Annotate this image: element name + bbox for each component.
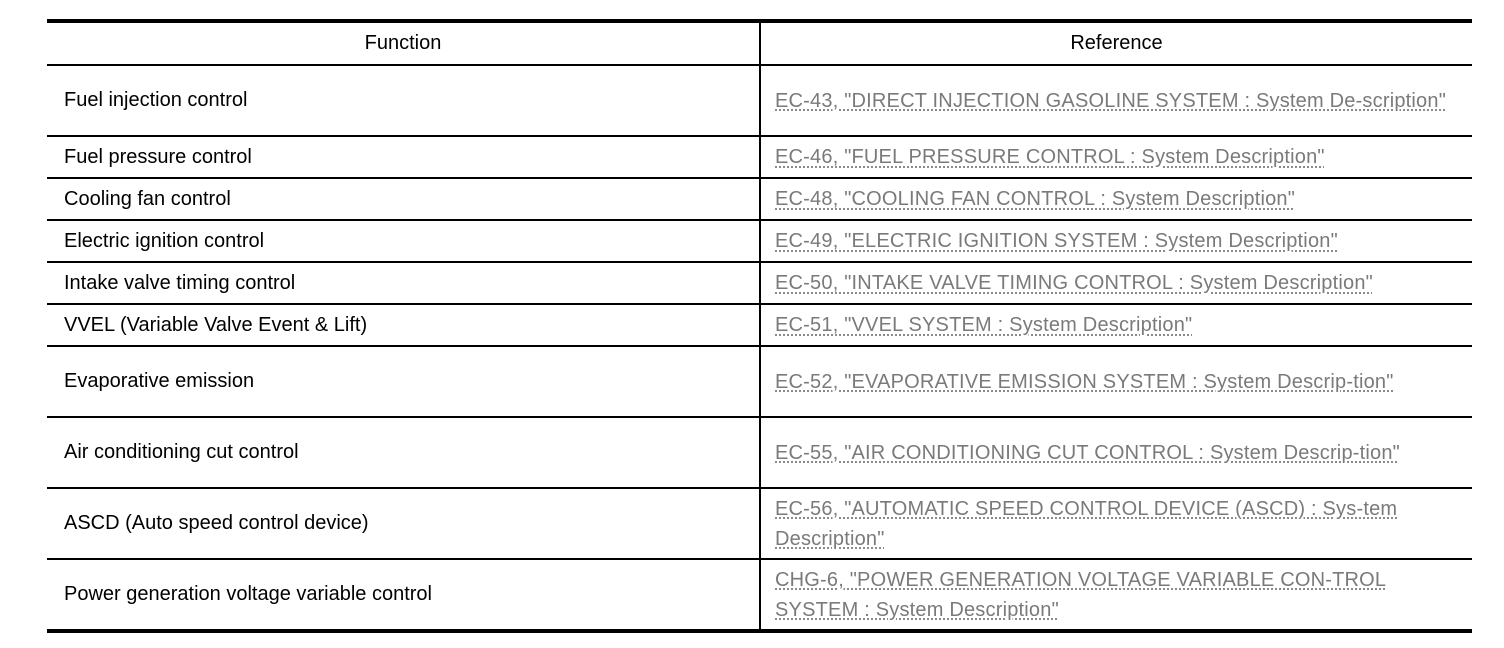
table-row (47, 304, 1472, 346)
function-cell: Evaporative emission (47, 346, 760, 417)
reference-cell (760, 262, 1472, 304)
reference-cell (760, 304, 1472, 346)
table-row (47, 65, 1472, 136)
function-cell: Air conditioning cut control (47, 417, 760, 488)
reference-cell (760, 220, 1472, 262)
table-row (47, 559, 1472, 629)
table-row (47, 488, 1472, 559)
header-row (47, 23, 1472, 65)
reference-link[interactable]: EC-50, "INTAKE VALVE TIMING CONTROL : System Description" (775, 272, 1373, 294)
reference-link[interactable]: EC-51, "VVEL SYSTEM : System Description" (775, 314, 1193, 336)
reference-link[interactable]: EC-52, "EVAPORATIVE EMISSION SYSTEM : System Descrip-tion" (775, 370, 1394, 393)
table-row (47, 417, 1472, 488)
function-cell: Power generation voltage variable control (47, 559, 760, 629)
reference-link[interactable]: CHG-6, "POWER GENERATION VOLTAGE VARIABLE CON-TROL SYSTEM : System Description" (775, 568, 1387, 621)
reference-cell (760, 559, 1472, 629)
table-row (47, 220, 1472, 262)
column-header-reference: Reference (760, 23, 1472, 65)
table-row (47, 178, 1472, 220)
reference-cell (760, 136, 1472, 178)
reference-link[interactable]: EC-43, "DIRECT INJECTION GASOLINE SYSTEM : System De-scription" (775, 89, 1447, 112)
reference-cell (760, 417, 1472, 488)
table-row (47, 262, 1472, 304)
function-cell: Fuel pressure control (47, 136, 760, 178)
function-cell: Electric ignition control (47, 220, 760, 262)
table-row (47, 346, 1472, 417)
function-cell: Fuel injection control (47, 65, 760, 136)
function-reference-table (47, 19, 1472, 633)
function-cell: VVEL (Variable Valve Event & Lift) (47, 304, 760, 346)
reference-cell (760, 346, 1472, 417)
function-cell: Intake valve timing control (47, 262, 760, 304)
reference-cell (760, 178, 1472, 220)
reference-link[interactable]: EC-55, "AIR CONDITIONING CUT CONTROL : System Descrip-tion" (775, 441, 1400, 464)
reference-link[interactable]: EC-48, "COOLING FAN CONTROL : System Description" (775, 188, 1296, 210)
reference-cell (760, 488, 1472, 559)
reference-link[interactable]: EC-46, "FUEL PRESSURE CONTROL : System Description" (775, 146, 1325, 168)
reference-cell (760, 65, 1472, 136)
reference-link[interactable]: EC-56, "AUTOMATIC SPEED CONTROL DEVICE (ASCD) : Sys-tem Description" (775, 497, 1398, 550)
function-cell: ASCD (Auto speed control device) (47, 488, 760, 559)
column-header-function: Function (47, 23, 760, 65)
reference-link[interactable]: EC-49, "ELECTRIC IGNITION SYSTEM : System Description" (775, 230, 1338, 252)
table-row (47, 136, 1472, 178)
function-cell: Cooling fan control (47, 178, 760, 220)
table-top-rule (47, 19, 1472, 23)
table-bottom-rule (47, 629, 1472, 633)
table-grid (47, 23, 1472, 629)
